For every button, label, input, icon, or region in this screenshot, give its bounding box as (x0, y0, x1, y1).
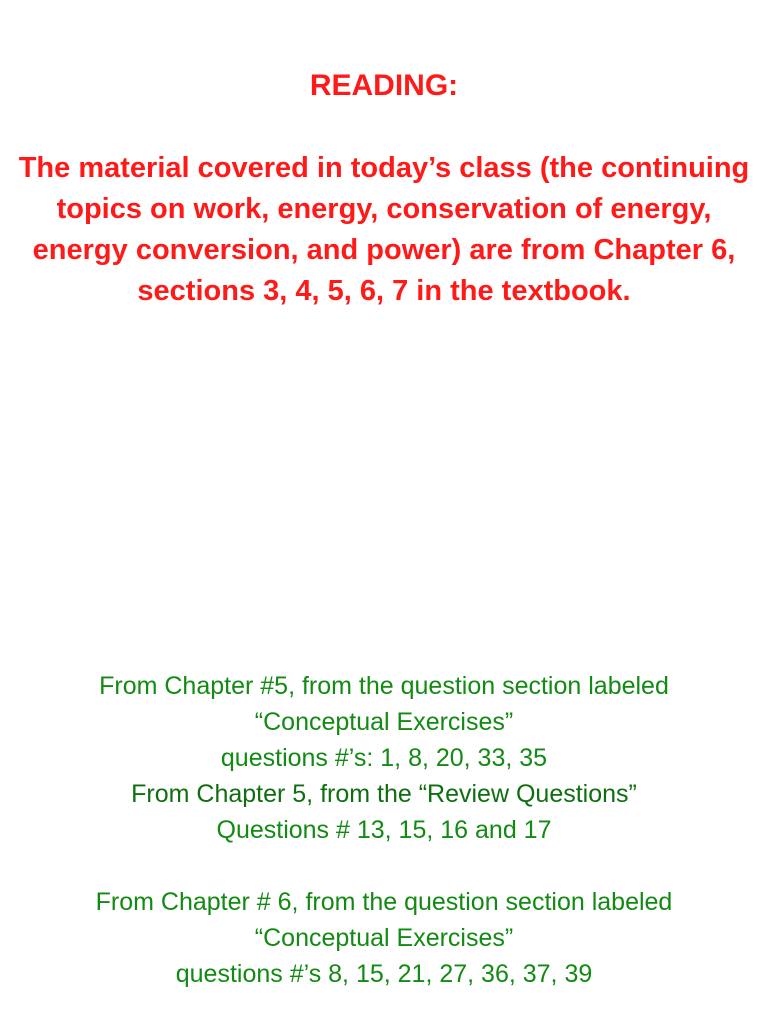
chapter5-conceptual-source: From Chapter #5, from the question section labeled (99, 672, 669, 700)
chapter6-conceptual-source: From Chapter # 6, from the question section labeled (95, 888, 673, 916)
chapter6-conceptual-section: “Conceptual Exercises” (254, 924, 514, 952)
chapter6-conceptual-questions: questions #’s 8, 15, 21, 27, 36, 37, 39 (175, 960, 593, 988)
reading-description: The material covered in today’s class (the continuing topics on work, energy, conservation of energy, energy conversion, and power) are from Chapter 6, sections 3, 4, 5, 6, 7 in the textbook. (18, 152, 750, 307)
section-spacer (0, 848, 768, 884)
chapter5-review-source: From Chapter 5, from the “Review Questions” (131, 780, 637, 808)
chapter5-conceptual-section: “Conceptual Exercises” (254, 708, 514, 736)
homework-assignments (0, 668, 768, 992)
reading-heading: READING: (309, 69, 459, 102)
chapter5-review-questions: Questions # 13, 15, 16 and 17 (216, 816, 552, 844)
chapter5-conceptual-questions: questions #’s: 1, 8, 20, 33, 35 (220, 744, 548, 772)
